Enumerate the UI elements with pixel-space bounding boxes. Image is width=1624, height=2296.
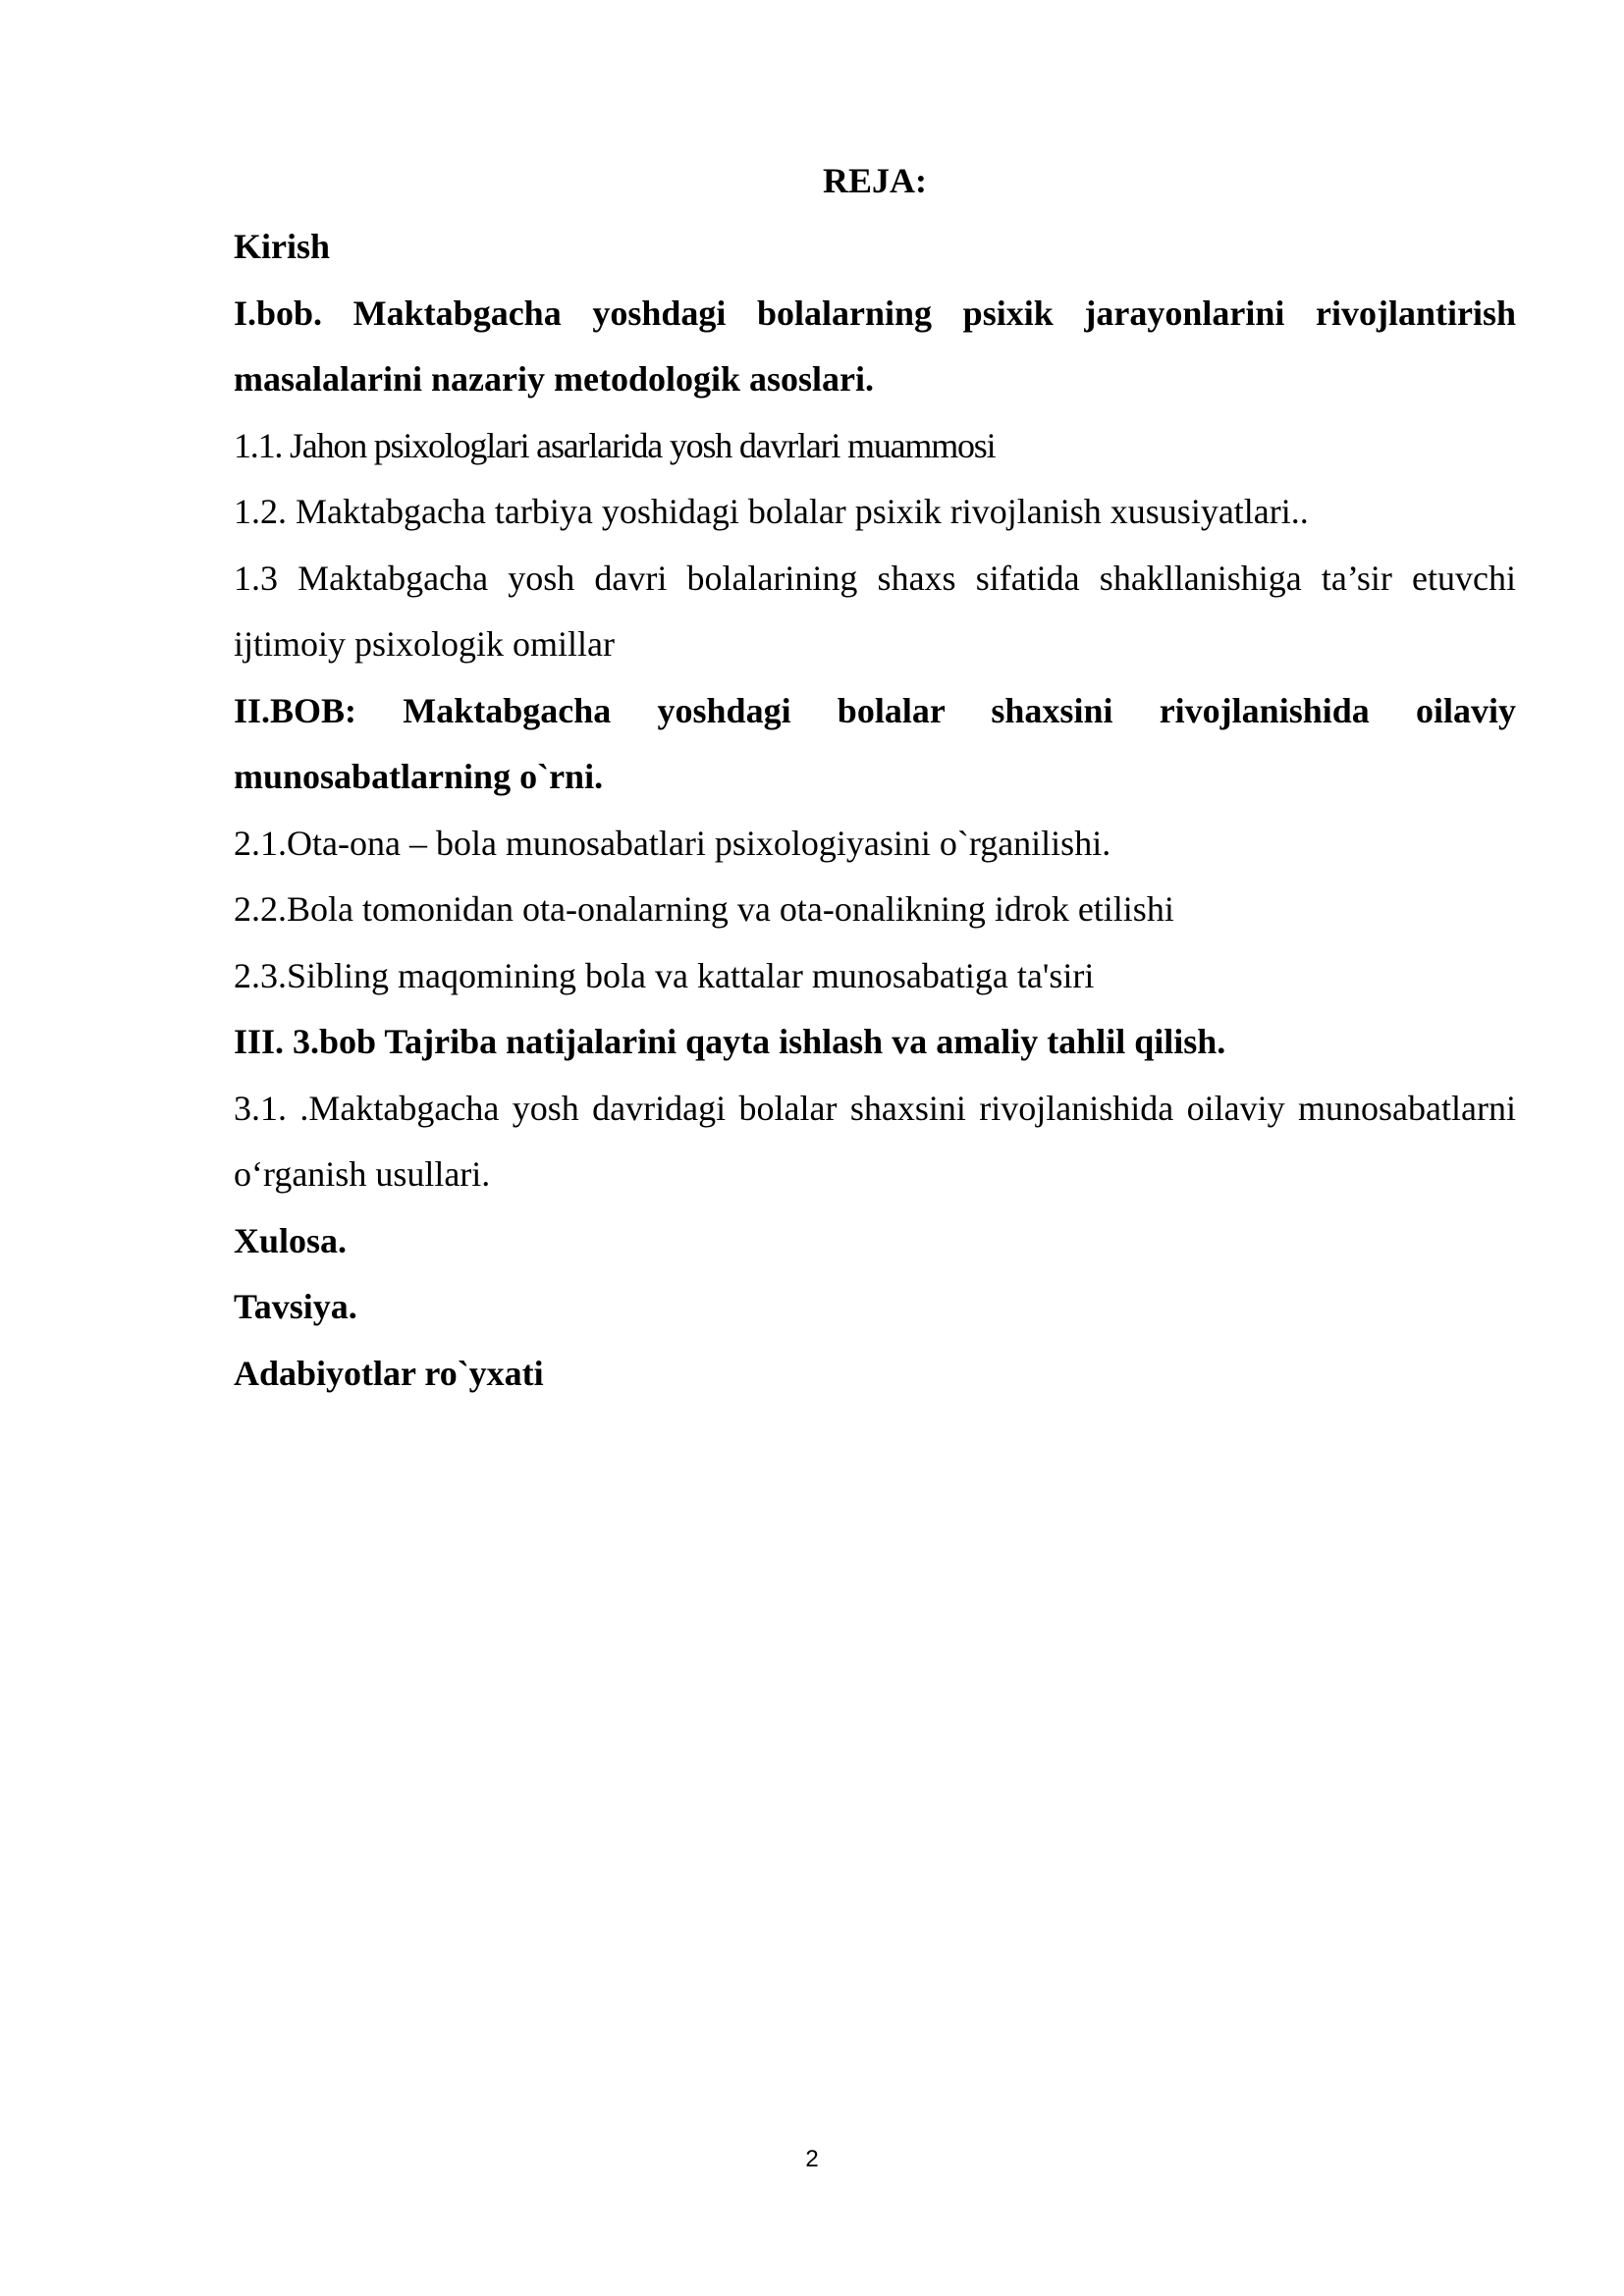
toc-item-recommendation: Tavsiya.: [234, 1287, 357, 1326]
toc-section-2-1: 2.1.Ota-ona – bola munosabatlari psixologiyasini o`rganilishi.: [234, 823, 1111, 863]
toc-item-intro: Kirish: [234, 227, 331, 266]
page-number: 2: [805, 2146, 819, 2172]
toc-item-references: Adabiyotlar ro`yxati: [234, 1353, 544, 1393]
toc-section-1-1: 1.1. Jahon psixologlari asarlarida yosh davrlari muammosi: [234, 425, 996, 465]
toc-chapter-1: I.bob. Maktabgacha yoshdagi bolalarning psixik jarayonlarini rivojlantirish masalalarini nazariy metodologik asoslari.: [234, 293, 1516, 399]
toc-chapter-3: III. 3.bob Tajriba natijalarini qayta ishlash va amaliy tahlil qilish.: [234, 1022, 1226, 1061]
toc-section-1-2: 1.2. Maktabgacha tarbiya yoshidagi bolalar psixik rivojlanish xususiyatlari..: [234, 492, 1309, 531]
document-body: [234, 147, 1516, 1407]
toc-chapter-2: II.BOB: Maktabgacha yoshdagi bolalar shaxsini rivojlanishida oilaviy munosabatlarning o`rni.: [234, 690, 1516, 796]
page-title: REJA:: [823, 161, 927, 200]
toc-item-conclusion: Xulosa.: [234, 1220, 348, 1260]
toc-section-3-1: 3.1. .Maktabgacha yosh davridagi bolalar shaxsini rivojlanishida oilaviy munosabatlarni o‘rganish usullari.: [234, 1088, 1516, 1194]
toc-section-1-3: 1.3 Maktabgacha yosh davri bolalarining shaxs sifatida shakllanishiga ta’sir etuvchi ijtimoiy psixologik omillar: [234, 558, 1516, 664]
toc-section-2-3: 2.3.Sibling maqomining bola va kattalar munosabatiga ta'siri: [234, 955, 1095, 995]
toc-section-2-2: 2.2.Bola tomonidan ota-onalarning va ota-onalikning idrok etilishi: [234, 889, 1174, 929]
